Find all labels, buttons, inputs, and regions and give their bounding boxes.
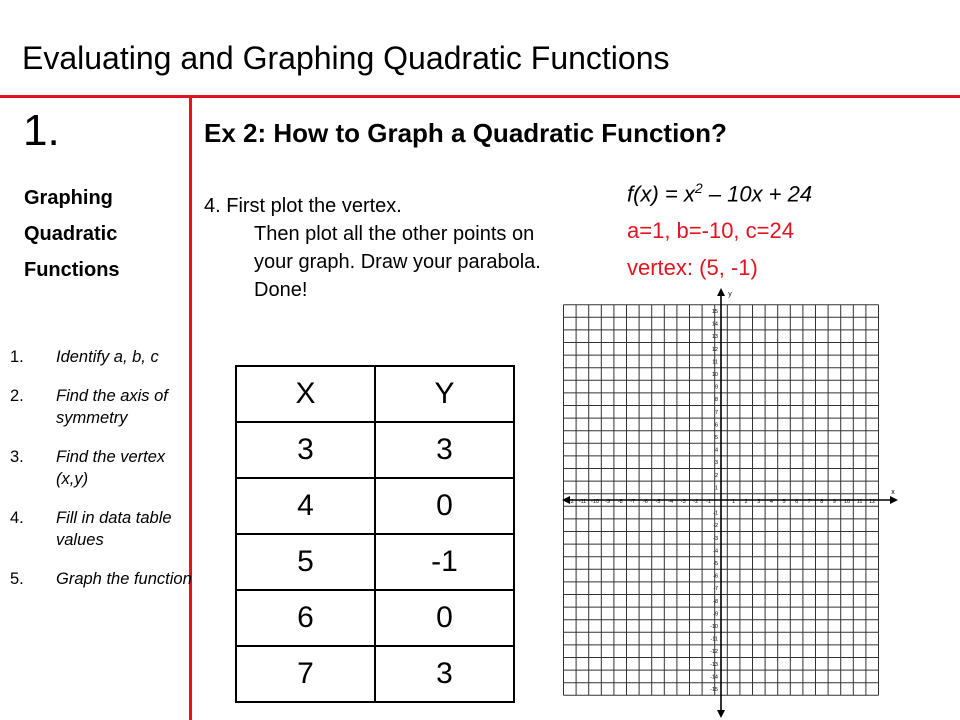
slide-title: Evaluating and Graphing Quadratic Functions	[22, 40, 670, 76]
y-tick-label: -1	[713, 510, 718, 517]
y-tick-label: -10	[710, 624, 718, 630]
title-divider	[0, 95, 960, 98]
y-tick-label: 6	[714, 422, 718, 429]
x-tick-label: 11	[856, 499, 863, 505]
y-tick-label: 4	[714, 447, 718, 454]
section-title-line: Quadratic	[24, 223, 118, 245]
table-cell: 7	[236, 646, 375, 702]
table-row	[236, 646, 514, 702]
section-number: 1.	[23, 106, 60, 155]
x-tick-label: -5	[655, 499, 661, 505]
table-header-row	[236, 366, 514, 422]
x-tick-label: -3	[680, 499, 686, 505]
step-number: 3.	[10, 448, 24, 466]
x-tick-label: 4	[769, 499, 773, 505]
x-tick-label: -2	[693, 499, 699, 505]
y-tick-label: -2	[713, 523, 718, 530]
y-tick-label: -13	[710, 661, 718, 668]
x-tick-label: 1	[732, 499, 736, 505]
vertex-text: vertex: (5, -1)	[627, 255, 758, 280]
y-axis-arrow-up	[717, 288, 725, 296]
step-item	[10, 385, 200, 429]
x-tick-label: 3	[757, 499, 761, 505]
step-item	[10, 446, 200, 490]
table-cell: 5	[236, 534, 375, 590]
y-tick-label: 3	[714, 460, 718, 467]
instruction-line1: 4. First plot the vertex.	[204, 195, 402, 217]
coefficients: a=1, b=-10, c=24	[627, 218, 794, 243]
y-tick-label: 7	[714, 409, 718, 416]
x-tick-label: 12	[869, 499, 876, 505]
x-tick-label: 6	[795, 499, 799, 505]
y-tick-label: 14	[711, 321, 718, 328]
step-item	[10, 568, 200, 590]
step-text: Identify a, b, c	[56, 348, 159, 366]
y-tick-label: 8	[714, 397, 718, 404]
step-item	[10, 346, 200, 368]
section-title-line: Functions	[24, 259, 120, 281]
step-item	[10, 507, 200, 551]
x-tick-label: 8	[820, 499, 824, 505]
x-tick-label: -1	[705, 499, 711, 505]
table-row	[236, 534, 514, 590]
x-tick-label: -9	[605, 499, 611, 505]
xy-table	[235, 365, 515, 703]
y-tick-label: 9	[714, 384, 718, 391]
y-tick-label: 1	[714, 485, 718, 492]
y-tick-label: -11	[710, 636, 718, 643]
coordinate-grid	[560, 288, 900, 718]
x-tick-label: -11	[578, 499, 587, 505]
x-tick-label: -4	[668, 499, 674, 505]
y-tick-label: 5	[714, 435, 718, 441]
section-title	[24, 180, 120, 288]
instruction-rest: Then plot all the other points on your graph. Draw your parabola. Done!	[254, 223, 541, 301]
step-text: Find the vertex (x,y)	[56, 448, 166, 488]
steps-list	[10, 346, 200, 607]
function-prefix: f(x) = x	[627, 181, 695, 207]
table-row	[236, 478, 514, 534]
table-cell: 4	[236, 478, 375, 534]
table-row	[236, 590, 514, 646]
y-tick-label: -14	[710, 674, 718, 681]
y-tick-label: -15	[710, 687, 718, 693]
x-tick-label: 7	[807, 499, 811, 505]
step-number: 1.	[10, 348, 24, 366]
table-header-y: Y	[375, 366, 514, 422]
y-tick-label: -8	[713, 598, 718, 605]
x-tick-label: -7	[630, 499, 636, 505]
table-cell: 0	[375, 478, 514, 534]
function-exponent: 2	[694, 180, 703, 196]
y-tick-label: -6	[713, 573, 718, 580]
x-tick-label: -12	[565, 499, 574, 505]
table-header-x: X	[236, 366, 375, 422]
y-tick-label: -5	[713, 561, 718, 567]
x-axis-label: x	[891, 489, 895, 496]
y-axis-label: y	[728, 291, 732, 298]
table-row	[236, 422, 514, 478]
step-number: 5.	[10, 570, 24, 588]
step-text: Fill in data table values	[56, 509, 172, 549]
table-cell: 6	[236, 590, 375, 646]
x-axis-arrow-right	[890, 496, 898, 504]
x-tick-label: -10	[591, 499, 599, 505]
step-text: Find the axis of symmetry	[56, 387, 168, 427]
y-tick-label: -4	[713, 548, 718, 555]
y-tick-label: -3	[713, 535, 718, 542]
y-tick-label: 13	[711, 334, 718, 341]
step-number: 4.	[10, 509, 24, 527]
step-text: Graph the function	[56, 570, 192, 588]
function-suffix: – 10x + 24	[702, 181, 813, 207]
y-tick-label: -9	[713, 611, 718, 618]
table-cell: 3	[375, 646, 514, 702]
x-tick-label: 5	[782, 499, 786, 505]
y-tick-label: 12	[711, 346, 718, 353]
y-tick-label: 10	[711, 372, 718, 378]
y-tick-label: -12	[710, 649, 718, 656]
x-tick-label: 10	[843, 499, 851, 505]
instruction-text	[204, 192, 544, 304]
table-cell: -1	[375, 534, 514, 590]
y-tick-label: 11	[712, 359, 718, 366]
x-tick-label: 9	[832, 499, 836, 505]
y-axis-arrow-down	[717, 710, 725, 718]
y-tick-label: -7	[713, 586, 718, 593]
table-cell: 3	[375, 422, 514, 478]
x-tick-label: -8	[617, 499, 623, 505]
table-cell: 0	[375, 590, 514, 646]
y-tick-label: 2	[714, 472, 718, 479]
x-tick-label: 2	[744, 499, 748, 505]
y-tick-label: 15	[711, 309, 718, 315]
section-title-line: Graphing	[24, 187, 113, 209]
x-tick-label: -6	[642, 499, 648, 505]
table-cell: 3	[236, 422, 375, 478]
example-title: Ex 2: How to Graph a Quadratic Function?	[204, 118, 727, 148]
step-number: 2.	[10, 387, 24, 405]
function-equation	[627, 180, 812, 207]
